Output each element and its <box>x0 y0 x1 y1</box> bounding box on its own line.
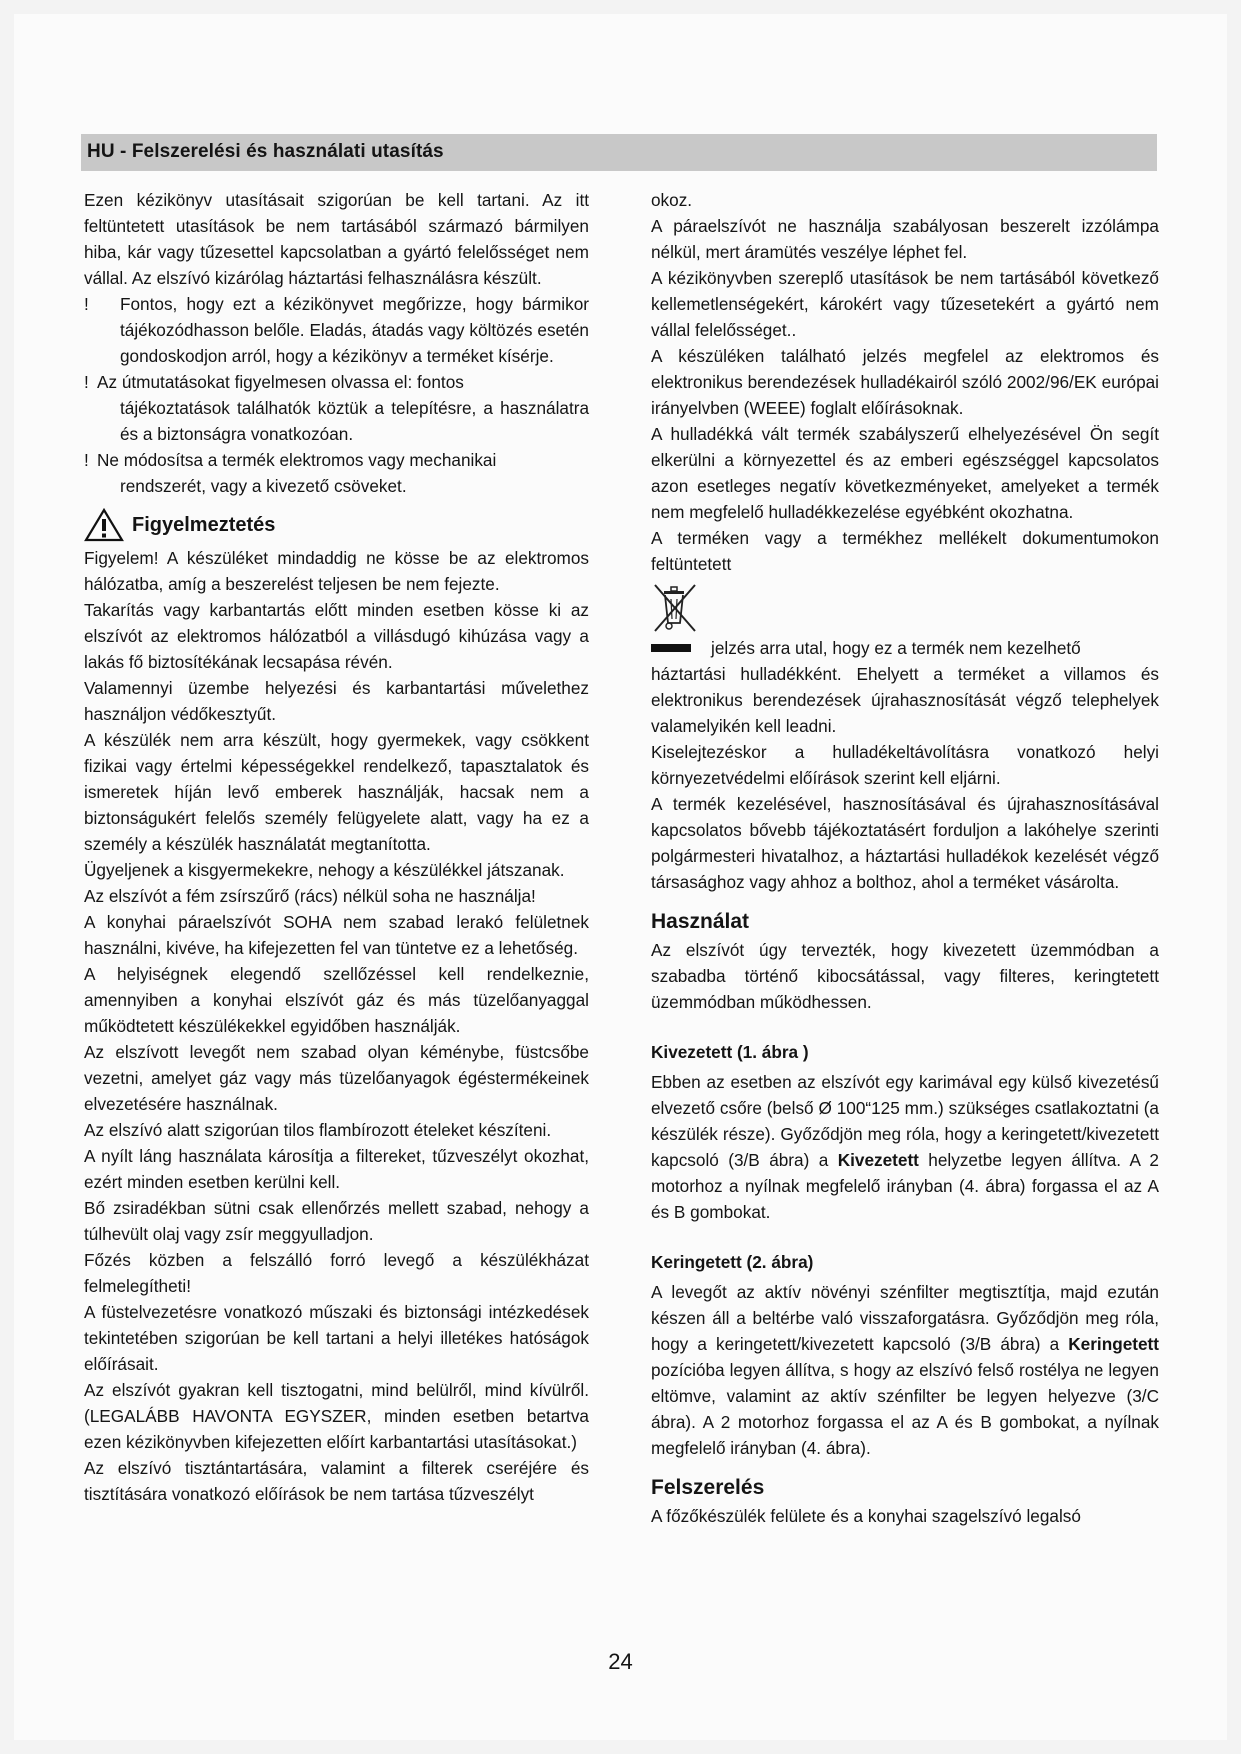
page-title: HU - Felszerelési és használati utasítás <box>87 141 444 162</box>
recirculation-paragraph: A levegőt az aktív növényi szénfilter megtisztítja, majd ezután készen áll a beltérbe való visszaforgatásra. Győződjön meg róla, hogy a keringetett/kivezetett kapcsoló (3/B ábra) a Keringetett pozícióba legyen állítva, s hogy az elszívó felső rostélya ne legyen eltömve, valamint az aktív szénfilter be legyen helyezve (3/C ábra). A 2 motorhoz forgassa el az A és B gombokat, a nyílnak megfelelő irányban (4. ábra). <box>651 1282 1159 1458</box>
intro-paragraph: Ezen kézikönyv utasításait szigorúan be kell tartani. Az itt feltüntetett utasítások be nem tartásából származó bármilyen hiba, kár vagy tűzesettel kapcsolatban a gyártó felelősséget nem vállal. Az elszívó kizárólag háztartási felhasználásra készült. <box>84 190 589 288</box>
bullet-text: Ne módosítsa a termék elektromos vagy mechanikai <box>97 450 497 470</box>
warning-paragraph: Az elszívó alatt szigorúan tilos flambírozott ételeket készíteni. <box>84 1120 552 1140</box>
warning-paragraph: Valamennyi üzembe helyezési és karbantartási művelethez használjon védőkesztyűt. <box>84 678 589 724</box>
warning-paragraph: A helyiségnek elegendő szellőzéssel kell rendelkeznie, amennyiben a konyhai elszívót gáz és más tüzelőanyaggal működtetett készülékekkel egyidőben használják. <box>84 964 589 1036</box>
exhaust-heading: Kivezetett (1. ábra ) <box>651 1042 809 1062</box>
exhaust-paragraph: Ebben az esetben az elszívót egy karimával egy külső kivezetésű elvezető csőre (belső Ø 100“125 mm.) szükséges csatlakoztatni (a készülék része). Győződjön meg róla, hogy a keringetett/kivezetett kapcsoló (3/B ábra) a Kivezetett helyzetbe legyen állítva. A 2 motorhoz a nyílnak megfelelő irányban (4. ábra) forgassa el az A és B gombokat. <box>651 1072 1159 1222</box>
paragraph: A kézikönyvben szereplő utasítások be nem tartásából következő kellemetlenségekért, károkért vagy tűzesetekért a gyártó nem vállal felelősséget.. <box>651 268 1159 340</box>
warning-paragraph: Ügyeljenek a kisgyermekekre, nehogy a készülékkel játszanak. <box>84 860 565 880</box>
warning-paragraph: Figyelem! A készüléket mindaddig ne kösse be az elektromos hálózatba, amíg a beszerelést teljesen be nem fejezte. <box>84 548 589 594</box>
warning-paragraph: A készülék nem arra készült, hogy gyermekek, vagy csökkent fizikai vagy értelmi képességekkel rendelkező, tapasztalatok és ismeretek híján levő emberek használják, hacsak nem a biztonságukért felelős személy felügyelete alatt, vagy ha ez a személy a készülék használatát megtanította. <box>84 730 589 854</box>
usage-heading: Használat <box>651 910 750 933</box>
warning-paragraph: Az elszívó tisztántartására, valamint a filterek cseréjére és tisztítására vonatkozó előírások be nem tartása tűzveszélyt <box>84 1458 589 1504</box>
warning-title: Figyelmeztetés <box>132 514 276 536</box>
left-column <box>84 187 589 1507</box>
paragraph: A hulladékká vált termék szabályszerű elhelyezésével Ön segít elkerülni a környezettel és az emberi egészséggel kapcsolatos azon esetleges negatív következményeket, amelyeket a termék nem megfelelő hulladékkezelése egyébként okozhatna. <box>651 424 1159 522</box>
installation-paragraph: A főzőkészülék felülete és a konyhai szagelszívó legalsó <box>651 1506 1081 1526</box>
installation-heading: Felszerelés <box>651 1476 765 1499</box>
warning-paragraph: Bő zsiradékban sütni csak ellenőrzés mellett szabad, nehogy a túlhevült olaj vagy zsír meggyulladjon. <box>84 1198 589 1244</box>
warning-paragraph: A konyhai páraelszívót SOHA nem szabad lerakó felületnek használni, kivéve, ha kifejezetten fel van tüntetve ez a lehetőség. <box>84 912 589 958</box>
warning-triangle-icon <box>84 508 124 542</box>
warning-paragraph: Főzés közben a felszálló forró levegő a készülékházat felmelegítheti! <box>84 1250 589 1296</box>
exhaust-bold: Kivezetett <box>837 1150 919 1170</box>
paragraph: A termék kezelésével, hasznosításával és újrahasznosításával kapcsolatos bővebb tájékoztatásért forduljon a lakóhelye szerinti polgármesteri hivatalhoz, a háztartási hulladékok kezelését végző társasághoz vagy ahhoz a bolthoz, ahol a terméket vásárolta. <box>651 794 1159 892</box>
bullet-item <box>84 447 589 473</box>
weee-line <box>651 635 1159 661</box>
warning-paragraph: Takarítás vagy karbantartás előtt minden esetben kösse ki az elszívót az elektromos hálózatból a villásdugó kihúzása vagy a lakás fő biztosítékának lecsapása révén. <box>84 600 589 672</box>
bullet-text-continued: tájékoztatások találhatók köztük a telepítésre, a használatra és a biztonságra vonatkozóan. <box>120 398 589 444</box>
usage-paragraph: Az elszívót úgy tervezték, hogy kivezetett üzemmódban a szabadba történő kibocsátással, vagy filteres, keringtetett üzemmódban működhessen. <box>651 940 1159 1012</box>
paragraph: okoz. <box>651 190 693 210</box>
weee-symbol-row <box>651 583 1159 635</box>
right-column <box>651 187 1159 1529</box>
warning-heading <box>84 507 589 543</box>
black-bar-symbol <box>651 644 691 652</box>
recirculation-heading: Keringetett (2. ábra) <box>651 1252 814 1272</box>
paragraph: A terméken vagy a termékhez mellékelt dokumentumokon feltüntetett <box>651 528 1159 574</box>
warning-paragraph: Az elszívót a fém zsírszűrő (rács) nélkül soha ne használja! <box>84 886 536 906</box>
bullet-item <box>84 291 589 369</box>
bullet-text-continued: rendszerét, vagy a kivezető csöveket. <box>120 476 407 496</box>
warning-paragraph: Az elszívót gyakran kell tisztogatni, mind belülről, mind kívülről. (LEGALÁBB HAVONTA EGYSZER, minden esetben betartva ezen kézikönyvben kifejezetten előírt karbantartási utasításokat.) <box>84 1380 589 1452</box>
recirculation-bold: Keringetett <box>1068 1334 1159 1354</box>
exclamation-icon: ! <box>84 450 89 470</box>
paragraph: Kiselejtezéskor a hulladékeltávolításra vonatkozó helyi környezetvédelmi előírások szerint kell eljárni. <box>651 742 1159 788</box>
bullet-text: Fontos, hogy ezt a kézikönyvet megőrizze, hogy bármikor tájékozódhasson belőle. Eladás, átadás vagy költözés esetén gondoskodjon arról, hogy a kézikönyv a terméket kísérje. <box>120 294 589 366</box>
warning-paragraphs <box>84 545 589 1507</box>
exclamation-icon: ! <box>84 294 89 314</box>
paragraph: A páraelszívót ne használja szabályosan beszerelt izzólámpa nélkül, mert áramütés veszélye léphet fel. <box>651 216 1159 262</box>
section-header-bar <box>81 134 1157 171</box>
warning-paragraph: A nyílt láng használata károsítja a filtereket, tűzveszélyt okozhat, ezért minden esetben kerülni kell. <box>84 1146 589 1192</box>
paragraph: A készüléken található jelzés megfelel az elektromos és elektronikus berendezések hulladékairól szóló 2002/96/EK európai irányelvben (WEEE) foglalt előírásoknak. <box>651 346 1159 418</box>
page-number: 24 <box>608 1649 633 1674</box>
weee-text-first: jelzés arra utal, hogy ez a termék nem kezelhető <box>711 638 1081 658</box>
exclamation-icon: ! <box>84 372 89 392</box>
crossed-bin-icon <box>651 583 705 635</box>
paragraph: háztartási hulladékként. Ehelyett a terméket a villamos és elektronikus berendezések újrahasznosítását végző telephelyek valamelyikén kell leadni. <box>651 664 1159 736</box>
warning-paragraph: Az elszívott levegőt nem szabad olyan kéménybe, füstcsőbe vezetni, amelyet gáz vagy más tüzelőanyagok égéstermékeinek elvezetésére használnak. <box>84 1042 589 1114</box>
bullet-item <box>84 369 589 395</box>
bullet-text: Az útmutatásokat figyelmesen olvassa el: fontos <box>97 372 464 392</box>
warning-paragraph: A füstelvezetésre vonatkozó műszaki és biztonsági intézkedések tekintetében szigorúan be kell tartani a helyi illetékes hatóságok előírásait. <box>84 1302 589 1374</box>
